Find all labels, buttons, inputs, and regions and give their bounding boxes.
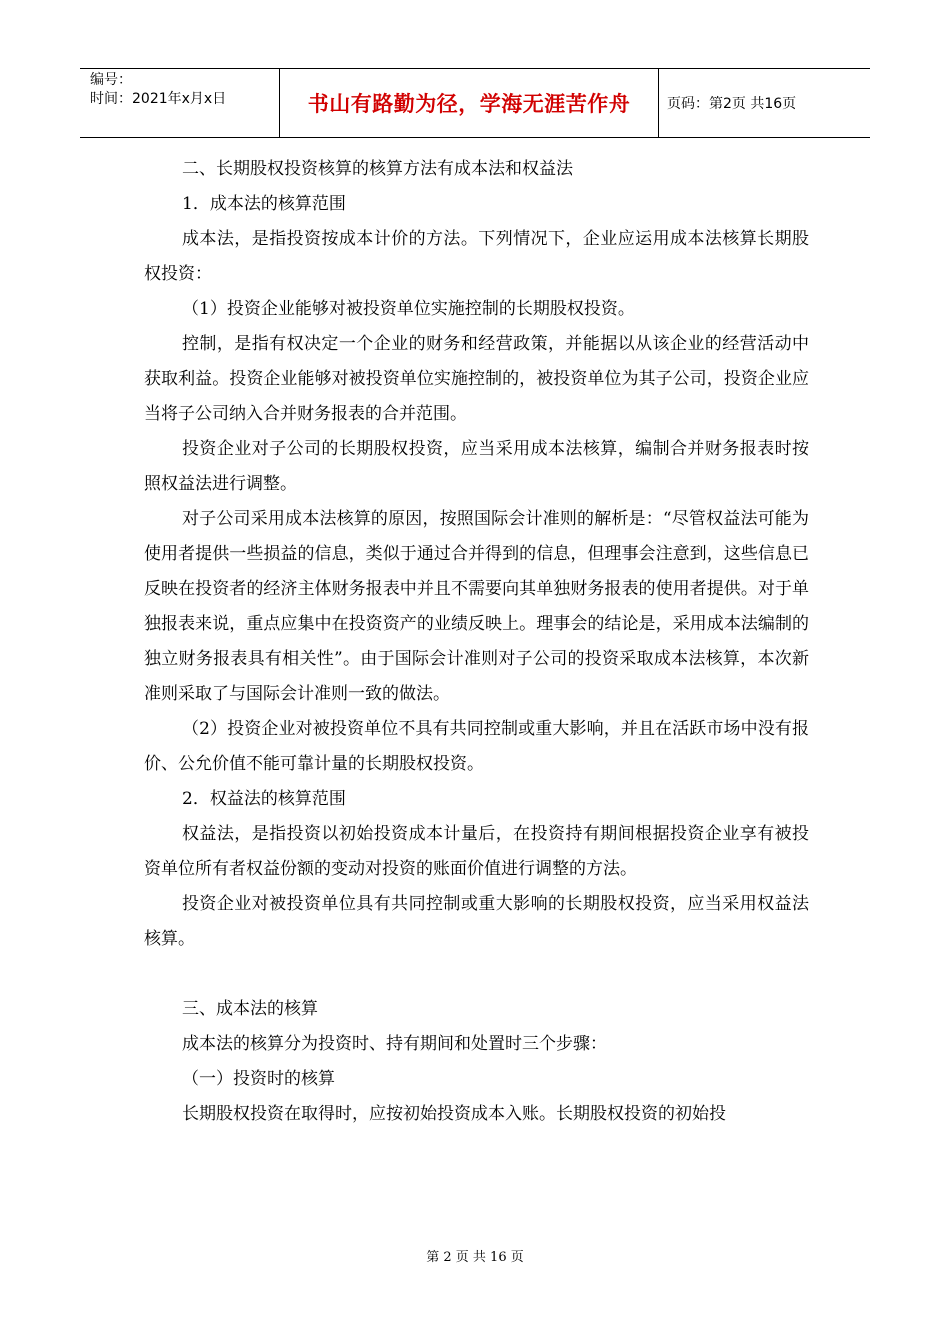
- page-footer: 第 2 页 共 16 页: [426, 1250, 524, 1265]
- paragraph: 成本法的核算分为投资时、持有期间和处置时三个步骤：: [182, 1034, 607, 1054]
- document-date-label: 时间：2021年x月x日: [90, 91, 227, 107]
- subsection-heading: （一）投资时的核算: [182, 1069, 335, 1089]
- list-item: （2）投资企业对被投资单位不具有共同控制或重大影响，并且在活跃市场中没有报价、公允价值不能可靠计量的长期股权投资。: [144, 719, 809, 774]
- section-heading: 三、成本法的核算: [182, 999, 318, 1019]
- paragraph: 长期股权投资在取得时，应按初始投资成本入账。长期股权投资的初始投: [182, 1104, 726, 1124]
- paragraph: 对子公司采用成本法核算的原因，按照国际会计准则的解析是：“尽管权益法可能为使用者提供一些损益的信息，类似于通过合并得到的信息，但理事会注意到，这些信息已反映在投资者的经济主体财务报表中并且不需要向其单独财务报表的使用者提供。对于单独报表来说，重点应集中在投资资产的业绩反映上。理事会的结论是，采用成本法编制的独立财务报表具有相关性”。由于国际会计准则对子公司的投资采取成本法核算，本次新准则采取了与国际会计准则一致的做法。: [144, 509, 809, 704]
- header-motto: 书山有路勤为径，学海无涯苦作舟: [280, 69, 659, 137]
- document-header: [80, 68, 870, 138]
- subsection-heading: 2．权益法的核算范围: [182, 789, 346, 809]
- paragraph: 投资企业对子公司的长期股权投资，应当采用成本法核算，编制合并财务报表时按照权益法进行调整。: [144, 439, 809, 494]
- list-item: （1）投资企业能够对被投资单位实施控制的长期股权投资。: [182, 299, 635, 319]
- paragraph: 权益法，是指投资以初始投资成本计量后，在投资持有期间根据投资企业享有被投资单位所有者权益份额的变动对投资的账面价值进行调整的方法。: [144, 824, 809, 879]
- section-heading: 二、长期股权投资核算的核算方法有成本法和权益法: [182, 159, 573, 179]
- document-body: [144, 152, 809, 1132]
- header-meta: [80, 69, 280, 137]
- header-page-label: 页码：第2页 共16页: [667, 96, 797, 112]
- paragraph: 投资企业对被投资单位具有共同控制或重大影响的长期股权投资，应当采用权益法核算。: [144, 894, 809, 949]
- document-number-label: 编号：: [90, 72, 132, 88]
- paragraph: 成本法，是指投资按成本计价的方法。下列情况下，企业应运用成本法核算长期股权投资：: [144, 229, 809, 284]
- subsection-heading: 1．成本法的核算范围: [182, 194, 346, 214]
- spacer: [144, 957, 809, 992]
- paragraph: 控制，是指有权决定一个企业的财务和经营政策，并能据以从该企业的经营活动中获取利益。投资企业能够对被投资单位实施控制的，被投资单位为其子公司，投资企业应当将子公司纳入合并财务报表的合并范围。: [144, 334, 809, 424]
